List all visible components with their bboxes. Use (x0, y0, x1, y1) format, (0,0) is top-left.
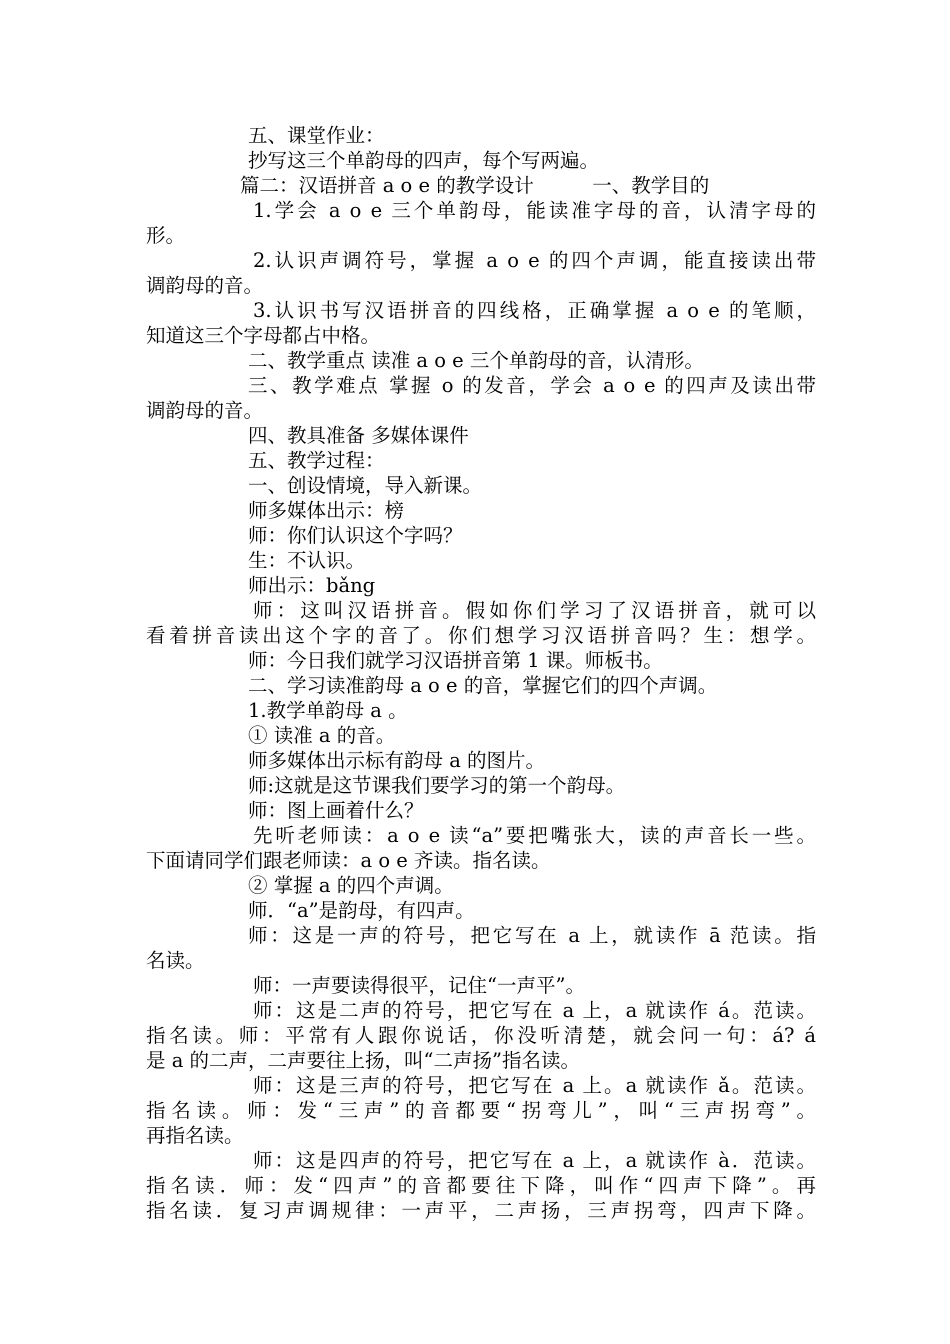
text-line: 师：这是二声的符号，把它写在 a 上，a 就读作 á。范读。 (253, 999, 816, 1022)
text-line: 五、课堂作业： (248, 124, 385, 147)
text-line: 看着拼音读出这个字的音了。你们想学习汉语拼音吗？生：想学。 (146, 624, 816, 647)
text-line: 1.学会 a o e 三个单韵母，能读准字母的音，认清字母的 (253, 199, 816, 222)
text-line: 1.教学单韵母 a 。 (248, 699, 408, 722)
text-line: 师:这就是这节课我们要学习的第一个韵母。 (248, 774, 626, 797)
text-line: 是 a 的二声，二声要往上扬，叫“二声扬”指名读。 (146, 1049, 580, 1072)
text-line: 师．“a”是韵母，有四声。 (248, 899, 475, 922)
text-line: 师：你们认识这个字吗？ (248, 524, 463, 547)
text-line: 篇二：汉语拼音 a o e 的教学设计 一、教学目的 (240, 174, 710, 197)
text-line: 师：这叫汉语拼音。假如你们学习了汉语拼音，就可以 (253, 599, 816, 622)
text-line: ① 读准 a 的音。 (248, 724, 396, 747)
text-line: 名读。 (146, 949, 205, 972)
text-line: 师出示：bǎng (248, 574, 376, 597)
text-line: 师多媒体出示标有韵母 a 的图片。 (248, 749, 546, 772)
text-line: 指名读。师：平常有人跟你说话，你没听清楚，就会问一句：á? á (146, 1024, 816, 1047)
text-line: 先听老师读：a o e 读“a”要把嘴张大，读的声音长一些。 (253, 824, 816, 847)
text-line: 二、学习读准韵母 a o e 的音，掌握它们的四个声调。 (248, 674, 718, 697)
text-line: 四、教具准备 多媒体课件 (248, 424, 469, 447)
text-line: 2.认识声调符号，掌握 a o e 的四个声调，能直接读出带 (253, 249, 816, 272)
text-line: 指名读。师：发“三声”的音都要“拐弯儿”，叫“三声拐弯”。 (146, 1099, 816, 1122)
text-line: 三、教学难点 掌握 o 的发音，学会 a o e 的四声及读出带 (248, 374, 816, 397)
text-line: 抄写这三个单韵母的四声，每个写两遍。 (248, 149, 600, 172)
text-line: 再指名读。 (146, 1124, 244, 1147)
text-line: 师：今日我们就学习汉语拼音第 1 课。师板书。 (248, 649, 663, 672)
text-line: 知道这三个字母都占中格。 (146, 324, 381, 347)
text-line: 师：这是四声的符号，把它写在 a 上，a 就读作 à．范读。 (253, 1149, 816, 1172)
text-line: 指名读．师：发“四声”的音都要往下降，叫作“四声下降”。再 (146, 1174, 816, 1197)
text-line: 指名读．复习声调规律：一声平，二声扬，三声拐弯，四声下降。 (146, 1199, 816, 1222)
text-line: 生：不认识。 (248, 549, 366, 572)
text-line: 五、教学过程： (248, 449, 385, 472)
text-line: 二、教学重点 读准 a o e 三个单韵母的音，认清形。 (248, 349, 704, 372)
text-line: 一、创设情境，导入新课。 (248, 474, 483, 497)
text-line: ② 掌握 a 的四个声调。 (248, 874, 454, 897)
text-line: 师多媒体出示：榜 (248, 499, 405, 522)
text-line: 调韵母的音。 (146, 274, 264, 297)
text-line: 师：这是三声的符号，把它写在 a 上。a 就读作 ǎ。范读。 (253, 1074, 816, 1097)
text-line: 师：图上画着什么？ (248, 799, 424, 822)
text-line: 下面请同学们跟老师读：a o e 齐读。指名读。 (146, 849, 551, 872)
text-line: 形。 (146, 224, 186, 247)
text-line: 师：这是一声的符号，把它写在 a 上，就读作 ā 范读。指 (248, 924, 816, 947)
text-line: 师：一声要读得很平，记住“一声平”。 (253, 974, 585, 997)
text-line: 3.认识书写汉语拼音的四线格，正确掌握 a o e 的笔顺， (253, 299, 816, 322)
text-line: 调韵母的音。 (146, 399, 264, 422)
